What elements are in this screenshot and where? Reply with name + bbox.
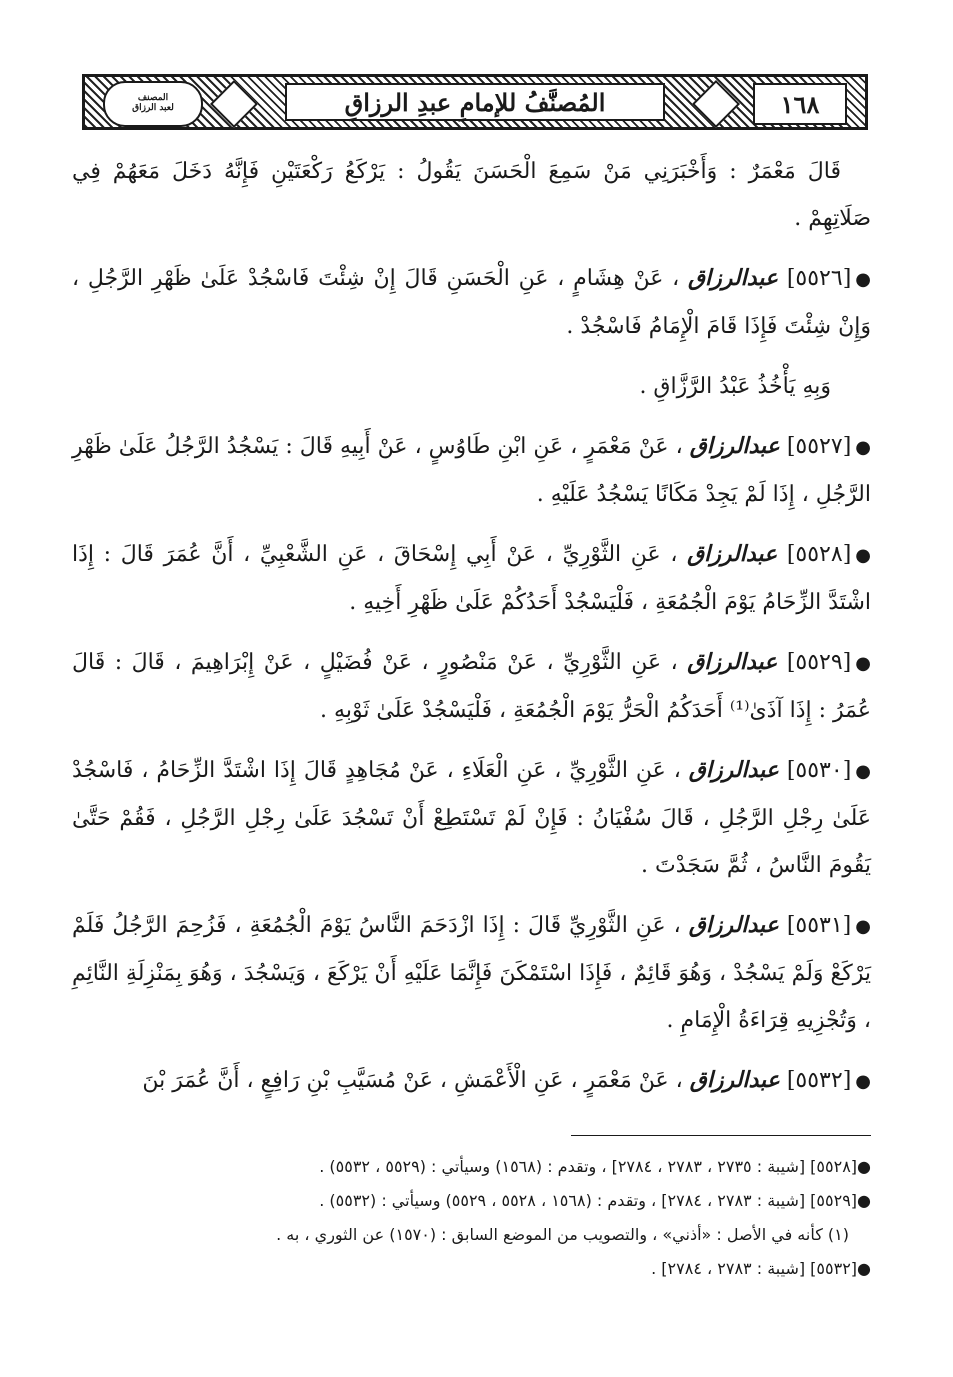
paragraph-text: قَالَ مَعْمَرٌ : وَأَخْبَرَنِي مَنْ سَمِعَ الْحَسَنَ يَقُولُ : يَرْكَعُ رَكْعَتَيْنِ فَإِنَّهُ دَخَلَ مَعَهُمْ فِي صَلَاتِهِمْ . bbox=[72, 159, 871, 231]
footnote: ●[٥٥٢٨] [شيبة : ٢٧٣٥ ، ٢٧٨٣ ، ٢٧٨٤] ، وتقدم : (١٥٦٨) وسيأتي : (٥٥٢٩ ، ٥٥٣٢) . bbox=[319, 1157, 871, 1176]
footnote-divider bbox=[571, 1135, 871, 1136]
bullet-icon: ● bbox=[855, 545, 871, 566]
main-text bbox=[72, 148, 871, 1118]
bullet-icon: ● bbox=[855, 916, 871, 937]
hadith-entry bbox=[72, 747, 871, 889]
running-title: المُصنَّفُ للإمامِ عبدِ الرزاقِ bbox=[344, 87, 606, 117]
hadith-text: ، عَنْ هِشَامٍ ، عَنِ الْحَسَنِ قَالَ إِنْ شِئْتَ فَاسْجُدْ عَلَىٰ ظَهْرِ الرَّجُلِ ، وَإِنْ شِئْتَ فَإِذَا قَامَ الْإِمَامُ فَاسْجُدْ . bbox=[72, 266, 871, 339]
page-number-box bbox=[753, 83, 847, 125]
hadith-text: ، عَنِ الثَّوْرِيِّ قَالَ : إِذَا ازْدَحَمَ النَّاسُ يَوْمَ الْجُمُعَةِ ، فَزُحِمَ الرَّجُلُ فَلَمْ يَرْكَعْ وَلَمْ يَسْجُدْ ، وَهُوَ قَائِمٌ ، فَإِذَا اسْتَمْكَنَ فَإِنَّمَا عَلَيْهِ أَنْ يَرْكَعَ ، وَيَسْجُدَ ، وَهُوَ بِمَنْزِلَةِ النَّائِمِ ، وَتُجْزِيهِ قِرَاءَةُ الْإِمَامِ . bbox=[72, 913, 871, 1033]
hadith-entry bbox=[72, 423, 871, 518]
hadith-entry bbox=[72, 639, 871, 734]
page-header bbox=[82, 74, 868, 130]
ornament-diamond-icon bbox=[210, 80, 258, 128]
bullet-icon: ● bbox=[855, 437, 871, 458]
hadith-text: ، عَنِ الثَّوْرِيِّ ، عَنِ الْعَلَاءِ ، عَنْ مُجَاهِدٍ قَالَ إِذَا اشْتَدَّ الزِّحَامُ ، فَاسْجُدْ عَلَىٰ رِجْلِ الرَّجُلِ ، قَالَ سُفْيَانُ : فَإِنْ لَمْ تَسْتَطِعْ أَنْ تَسْجُدَ عَلَىٰ رِجْلِ الرَّجُلِ ، فَقُمْ حَتَّىٰ يَقُومَ النَّاسُ ، ثُمَّ سَجَدْتَ . bbox=[72, 758, 871, 878]
paragraph bbox=[72, 363, 831, 410]
hadith-entry bbox=[72, 255, 871, 350]
footnote: ●[٥٥٢٩] [شيبة : ٢٧٨٣ ، ٢٧٨٤] ، وتقدم : (١٥٦٨ ، ٥٥٢٨ ، ٥٥٢٩) وسيأتي : (٥٥٣٢) . bbox=[319, 1191, 871, 1210]
hadith-number: [٥٥٢٨] bbox=[786, 542, 852, 567]
footnote: ●[٥٥٣٢] [شيبة : ٢٧٨٣ ، ٢٧٨٤] . bbox=[651, 1259, 871, 1278]
narrator-name: عبدالرزاق bbox=[687, 265, 779, 291]
hadith-number: [٥٥٣٢] bbox=[786, 1068, 852, 1093]
page-number: ١٦٨ bbox=[780, 89, 820, 119]
paragraph bbox=[72, 148, 871, 242]
bullet-icon: ● bbox=[855, 1071, 871, 1092]
narrator-name: عبدالرزاق bbox=[687, 649, 778, 675]
footnotes bbox=[72, 1150, 871, 1286]
hadith-text: ، عَنْ مَعْمَرٍ ، عَنِ ابْنِ طَاوُسٍ ، عَنْ أَبِيهِ قَالَ : يَسْجُدُ الرَّجُلُ عَلَىٰ ظَهْرِ الرَّجُلِ ، إِذَا لَمْ يَجِدْ مَكَانًا يَسْجُدُ عَلَيْهِ . bbox=[72, 434, 871, 507]
footnote: (١) كأنه في الأصل : «أذني» ، والتصويب من الموضع السابق : (١٥٧٠) عن الثوري ، به . bbox=[276, 1225, 849, 1244]
bullet-icon: ● bbox=[855, 761, 871, 782]
narrator-name: عبدالرزاق bbox=[689, 1067, 780, 1093]
narrator-name: عبدالرزاق bbox=[689, 433, 780, 459]
hadith-number: [٥٥٣٠] bbox=[786, 758, 852, 783]
hadith-text: ، عَنِ الثَّوْرِيِّ ، عَنْ أَبِي إِسْحَاقَ ، عَنِ الشَّعْبِيِّ ، أَنَّ عُمَرَ قَالَ : إِذَا اشْتَدَّ الزِّحَامُ يَوْمَ الْجُمُعَةِ ، فَلْيَسْجُدْ أَحَدُكُمْ عَلَىٰ ظَهْرِ أَخِيهِ . bbox=[72, 542, 871, 615]
paragraph-text: وَبِهِ يَأْخُذُ عَبْدُ الرَّزَّاقِ . bbox=[639, 374, 831, 399]
hadith-entry bbox=[72, 531, 871, 626]
ornament-diamond-icon bbox=[692, 80, 740, 128]
header-title-box bbox=[285, 83, 665, 121]
narrator-name: عبدالرزاق bbox=[688, 757, 779, 783]
hadith-entry bbox=[72, 1057, 871, 1105]
hadith-number: [٥٥٣١] bbox=[786, 913, 852, 938]
narrator-name: عبدالرزاق bbox=[688, 912, 779, 938]
hadith-number: [٥٥٢٦] bbox=[786, 266, 852, 291]
book-seal-logo: المصنف لعبد الرزاق bbox=[103, 81, 203, 127]
narrator-name: عبدالرزاق bbox=[687, 541, 778, 567]
bullet-icon: ● bbox=[855, 653, 871, 674]
hadith-number: [٥٥٢٧] bbox=[786, 434, 852, 459]
hadith-text: ، عَنْ مَعْمَرٍ ، عَنِ الْأَعْمَشِ ، عَنْ مُسَيَّبِ بْنِ رَافِعٍ ، أَنَّ عُمَرَ بْنَ bbox=[142, 1068, 683, 1093]
hadith-entry bbox=[72, 902, 871, 1044]
hadith-text: ، عَنِ الثَّوْرِيِّ ، عَنْ مَنْصُورٍ ، عَنْ فُضَيْلٍ ، عَنْ إِبْرَاهِيمَ ، قَالَ : قَالَ عُمَرُ : إِذَا آذَىٰ⁽¹⁾ أَحَدَكُمُ الْحَرُّ يَوْمَ الْجُمُعَةِ ، فَلْيَسْجُدْ عَلَىٰ ثَوْبِهِ . bbox=[72, 650, 871, 723]
bullet-icon: ● bbox=[855, 269, 871, 290]
hadith-number: [٥٥٢٩] bbox=[786, 650, 852, 675]
